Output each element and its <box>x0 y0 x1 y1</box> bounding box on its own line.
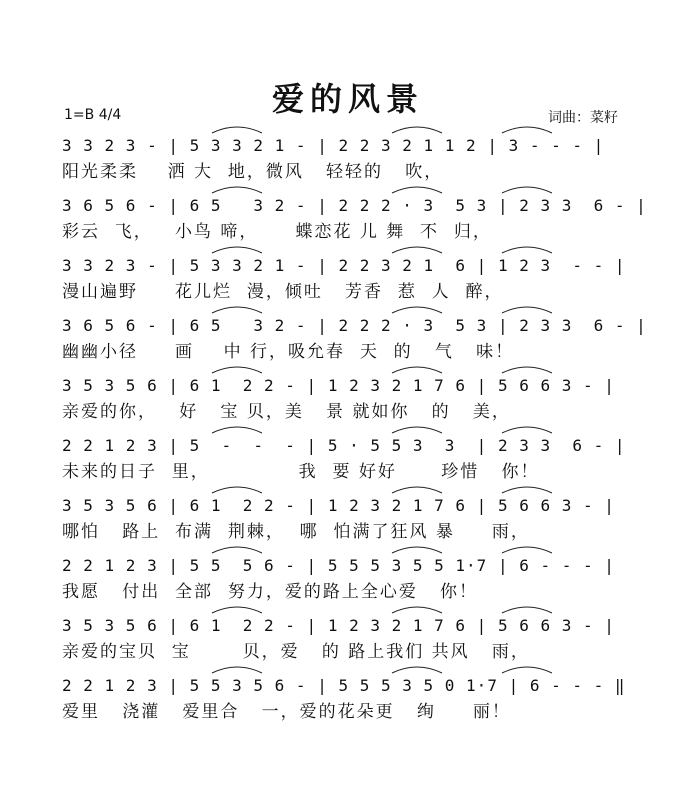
lyric-line: 阳光柔柔 洒 大 地，微风 轻轻的 吹， <box>62 162 444 182</box>
notation-line: 3 6 5 6 - | 6 5 3 2 - | 2 2 2 · 3 5 3 | 2 3 3 6 - | <box>62 316 647 335</box>
notation-line: 2 2 1 2 3 | 5 - - - | 5 · 5 5 3 3 | 2 3 3 6 - | <box>62 436 626 455</box>
lyric-line: 彩云 飞， 小鸟 啼， 蝶恋花 儿 舞 不 归， <box>62 222 492 242</box>
lyric-line: 哪怕 路上 布满 荆棘， 哪 怕满了狂风 暴 雨， <box>62 522 530 542</box>
song-title: 爱的风景 <box>271 80 424 118</box>
notation-line: 3 3 2 3 - | 5 3 3 2 1 - | 2 2 3 2 1 1 2 | 3 - - - | <box>62 136 605 155</box>
key-signature: 1=B 4/4 <box>64 107 122 123</box>
lyric-line: 幽幽小径 画 中 行，吸允春 天 的 气 味！ <box>62 342 515 362</box>
lyric-line: 漫山遍野 花儿烂 漫，倾吐 芳香 惹 人 醉， <box>62 282 504 302</box>
notation-line: 3 5 3 5 6 | 6 1 2 2 - | 1 2 3 2 1 7 6 | 5 6 6 3 - | <box>62 496 615 515</box>
notation-line: 3 3 2 3 - | 5 3 3 2 1 - | 2 2 3 2 1 6 | 1 2 3 - - | <box>62 256 626 275</box>
lyric-line: 亲爱的你， 好 宝 贝，美 景 就如你 的 美， <box>62 402 511 422</box>
lyric-line: 未来的日子 里， 我 要 好好 珍惜 你！ <box>62 462 540 482</box>
lyric-line: 亲爱的宝贝 宝 贝，爱 的 路上我们 共风 雨， <box>62 642 530 662</box>
lyric-line: 我愿 付出 全部 努力，爱的路上全心爱 你！ <box>62 582 479 602</box>
notation-line: 2 2 1 2 3 | 5 5 5 6 - | 5 5 5 3 5 5 1·7 | 6 - - - | <box>62 556 615 575</box>
notation-line: 2 2 1 2 3 | 5 5 3 5 6 - | 5 5 5 3 5 0 1·7 | 6 - - - ‖ <box>62 676 626 695</box>
credit: 词曲：菜籽 <box>548 110 618 126</box>
notation-line: 3 5 3 5 6 | 6 1 2 2 - | 1 2 3 2 1 7 6 | 5 6 6 3 - | <box>62 616 615 635</box>
notation-line: 3 6 5 6 - | 6 5 3 2 - | 2 2 2 · 3 5 3 | 2 3 3 6 - | <box>62 196 647 215</box>
notation-line: 3 5 3 5 6 | 6 1 2 2 - | 1 2 3 2 1 7 6 | 5 6 6 3 - | <box>62 376 615 395</box>
lyric-line: 爱里 浇灌 爱里合 一，爱的花朵更 绚 丽！ <box>62 702 511 722</box>
